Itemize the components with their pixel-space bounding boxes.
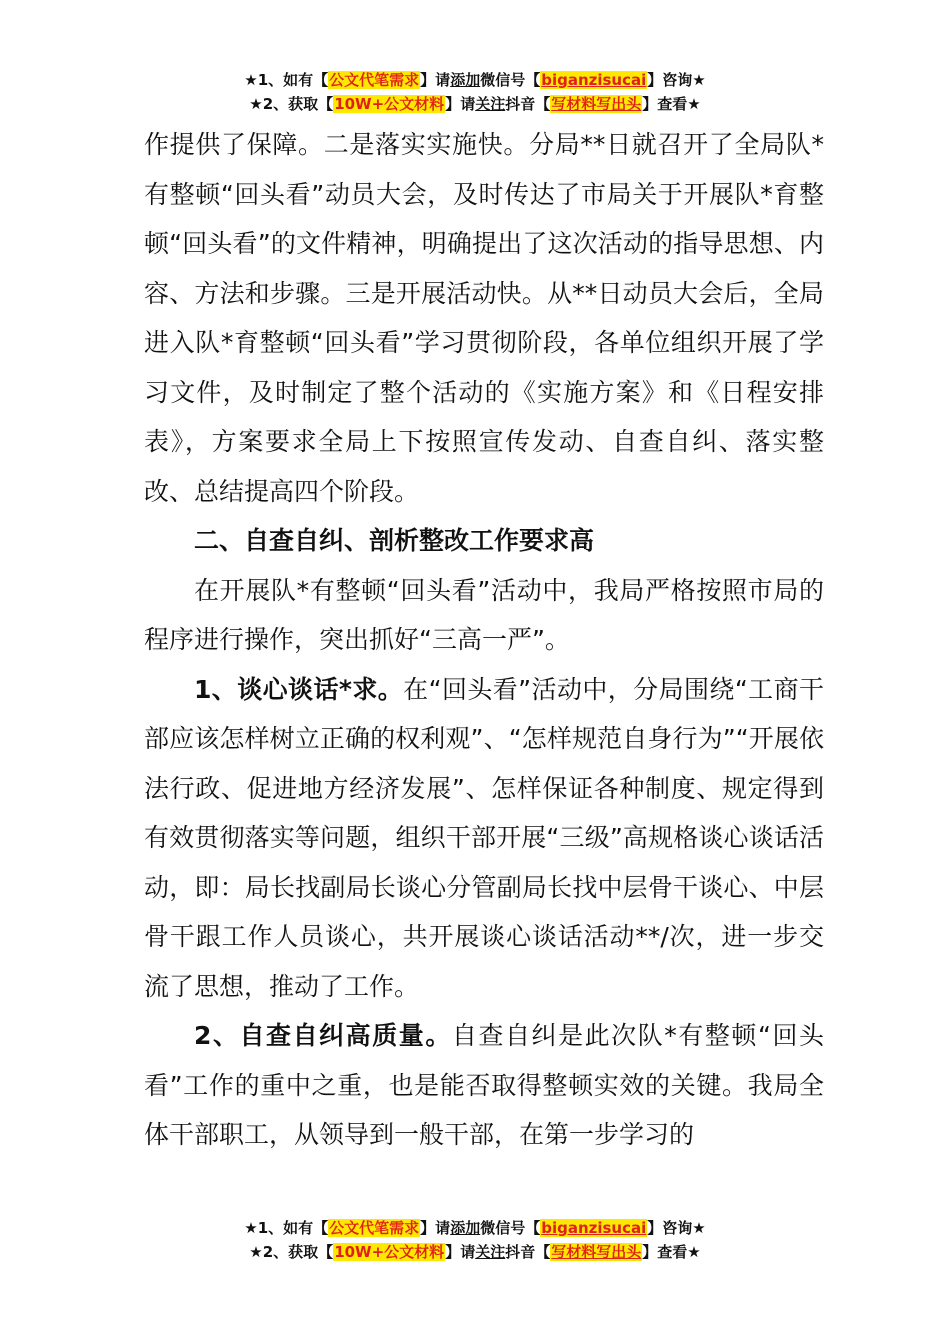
banner-wechat-id: biganzisucai — [541, 1219, 647, 1237]
paragraph-3 — [144, 665, 824, 1012]
banner-line-1 — [0, 68, 950, 92]
banner-text: 】查看★ — [642, 95, 701, 113]
banner-line-2 — [0, 92, 950, 116]
paragraph-3-text: 在“回头看”活动中，分局围绕“工商干部应该怎样树立正确的权利观”、“怎样规范自身行为”“开展依法行政、促进地方经济发展”、怎样保证各种制度、规定得到有效贯彻落实等问题，组织干部开展“三级”高规格谈心谈话活动，即：局长找副局长谈心分管副局长找中层骨干谈心、中层骨干跟工作人员谈心，共开展谈心谈话活动**/次，进一步交流了思想，推动了工作。 — [144, 674, 824, 1001]
banner-text: 微信号【 — [480, 1219, 541, 1237]
banner-underlined-text: 关注 — [475, 95, 506, 113]
banner-text: 】请 — [420, 71, 451, 89]
paragraph-3-lead: 1、谈心谈话*求。 — [194, 674, 404, 704]
banner-douyin-name: 写材料写出头 — [551, 95, 642, 113]
banner-text: 】请 — [445, 1243, 476, 1261]
banner-text: 】请 — [445, 95, 476, 113]
banner-line-2 — [0, 1240, 950, 1264]
banner-underlined-text: 关注 — [475, 1243, 506, 1261]
paragraph-4 — [144, 1011, 824, 1160]
banner-text: 抖音【 — [505, 95, 551, 113]
banner-text: ★2、获取【 — [249, 95, 334, 113]
banner-text: 抖音【 — [505, 1243, 551, 1261]
paragraph-4-lead: 2、自查自纠高质量。 — [194, 1021, 452, 1050]
banner-text: ★1、如有【 — [244, 1219, 329, 1237]
banner-text: 】查看★ — [642, 1243, 701, 1261]
banner-douyin-name: 写材料写出头 — [551, 1243, 642, 1261]
banner-text: ★2、获取【 — [249, 1243, 334, 1261]
section-heading-2: 二、自查自纠、剖析整改工作要求高 — [194, 526, 595, 555]
banner-text: 微信号【 — [480, 71, 541, 89]
paragraph-2: 在开展队*有整顿“回头看”活动中，我局严格按照市局的程序进行操作，突出抓好“三高一严”。 — [144, 575, 824, 654]
document-body — [144, 120, 824, 1160]
header-banner — [0, 68, 950, 116]
banner-text: 】咨询★ — [647, 1219, 706, 1237]
banner-line-1 — [0, 1216, 950, 1240]
paragraph-1: 作提供了保障。二是落实实施快。分局**日就召开了全局队*有整顿“回头看”动员大会，及时传达了市局关于开展队*育整顿“回头看”的文件精神，明确提出了这次活动的指导思想、内容、方法和步骤。三是开展活动快。从**日动员大会后，全局进入队*育整顿“回头看”学习贯彻阶段，各单位组织开展了学习文件，及时制定了整个活动的《实施方案》和《日程安排表》，方案要求全局上下按照宣传发动、自查自纠、落实整改、总结提高四个阶段。 — [144, 130, 824, 506]
banner-highlight: 公文代笔需求 — [329, 71, 420, 89]
banner-highlight: 10W+公文材料 — [334, 95, 445, 113]
banner-highlight: 10W+公文材料 — [334, 1243, 445, 1261]
banner-wechat-id: biganzisucai — [541, 71, 647, 89]
banner-highlight: 公文代笔需求 — [329, 1219, 420, 1237]
banner-underlined-text: 添加 — [450, 71, 481, 89]
banner-text: 】请 — [420, 1219, 451, 1237]
banner-underlined-text: 添加 — [450, 1219, 481, 1237]
footer-banner — [0, 1216, 950, 1264]
paragraph-4-text: 自查自纠是此次队*有整顿“回头看”工作的重中之重，也是能否取得整顿实效的关键。我局全体干部职工，从领导到一般干部，在第一步学习的 — [144, 1021, 824, 1149]
banner-text: 】咨询★ — [647, 71, 706, 89]
banner-text: ★1、如有【 — [244, 71, 329, 89]
